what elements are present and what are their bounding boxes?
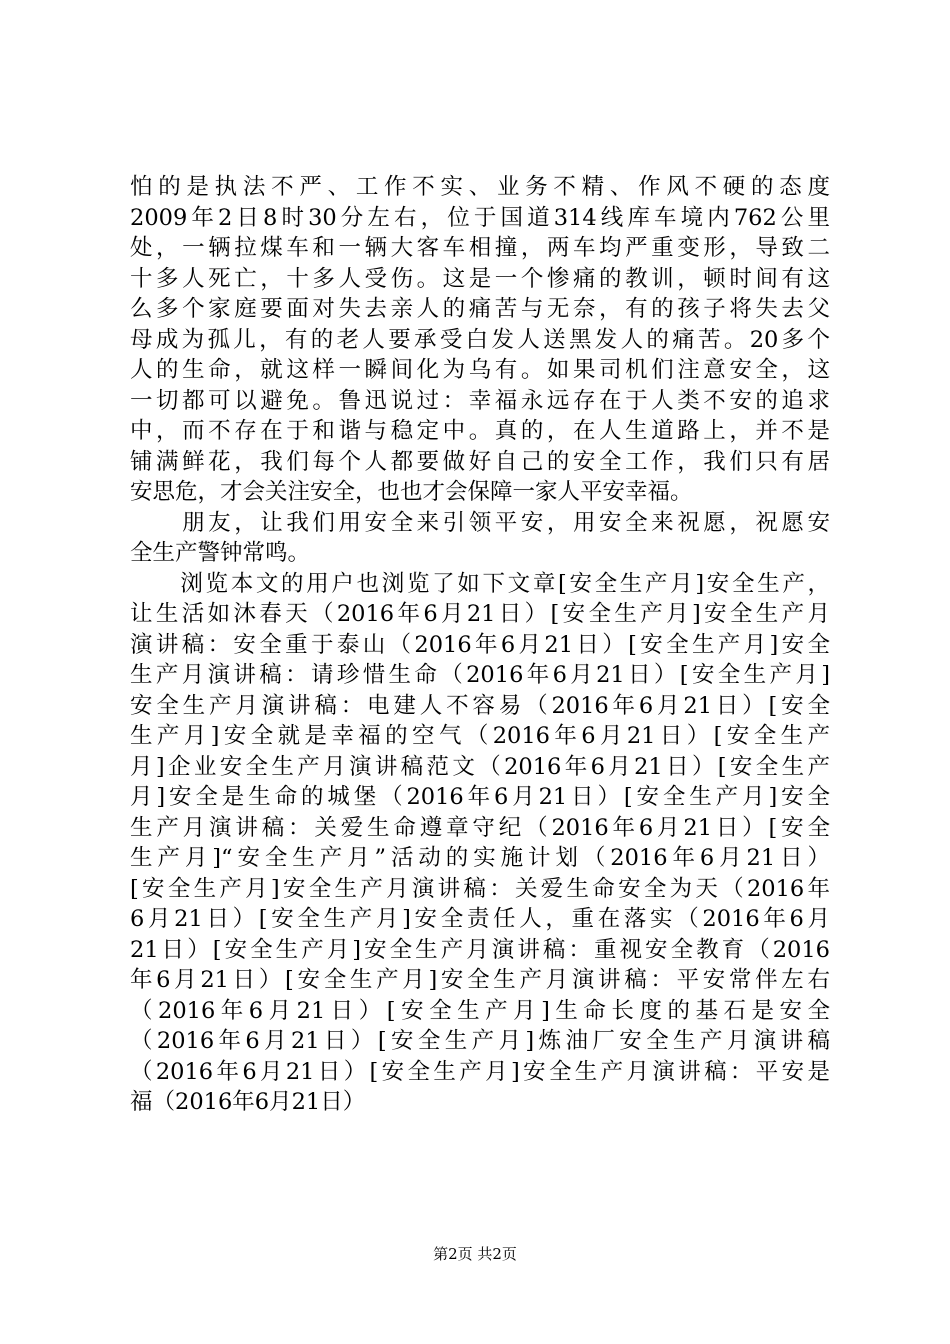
text-line: 月]企业安全生产月演讲稿范文（2016年6月21日）[安全生产 (130, 753, 830, 780)
text-line: 让生活如沐春天（2016年6月21日）[安全生产月]安全生产月 (130, 601, 830, 627)
text-line: 朋友，让我们用安全来引领平安，用安全来祝愿，祝愿安 (130, 509, 830, 536)
text-line: 福（2016年6月21日） (130, 1089, 366, 1115)
text-line: 十多人死亡，十多人受伤。这是一个惨痛的教训，顿时间有这 (130, 265, 830, 292)
text-line: 生产月]安全就是幸福的空气（2016年6月21日）[安全生产 (130, 723, 830, 749)
paragraph (130, 508, 830, 569)
text-line: （2016年6月21日）[安全生产月]炼油厂安全生产月演讲稿 (130, 1028, 830, 1054)
text-line: 生产月]“安全生产月”活动的实施计划（2016年6月21日） (130, 845, 830, 871)
text-line: 么多个家庭要面对失去亲人的痛苦与无奈，有的孩子将失去父 (130, 296, 830, 322)
text-line: （2016年6月21日）[安全生产月]安全生产月演讲稿：平安是 (130, 1058, 830, 1085)
text-line: 铺满鲜花，我们每个人都要做好自己的安全工作，我们只有居 (130, 448, 830, 475)
page-footer: 第2页 共2页 (433, 1245, 517, 1263)
text-line: 安思危，才会关注安全，也也才会保障一家人平安幸福。 (130, 479, 693, 505)
text-line: 生产月演讲稿：关爱生命遵章守纪（2016年6月21日）[安全 (130, 814, 830, 841)
text-line: 6月21日）[安全生产月]安全责任人，重在落实（2016年6月 (130, 906, 830, 932)
text-line: 生产月演讲稿：请珍惜生命（2016年6月21日）[安全生产月] (130, 662, 830, 688)
document-body (130, 172, 830, 1118)
text-line: [安全生产月]安全生产月演讲稿：关爱生命安全为天（2016年 (130, 875, 830, 902)
text-line: 母成为孤儿，有的老人要承受白发人送黑发人的痛苦。20多个 (130, 326, 830, 353)
text-line: 人的生命，就这样一瞬间化为乌有。如果司机们注意安全，这 (130, 357, 830, 383)
text-line: 演讲稿：安全重于泰山（2016年6月21日）[安全生产月]安全 (130, 631, 830, 658)
paragraph (130, 172, 830, 508)
text-line: 21日）[安全生产月]安全生产月演讲稿：重视安全教育（2016 (130, 936, 830, 963)
text-line: 一切都可以避免。鲁迅说过：幸福永远存在于人类不安的追求 (130, 387, 830, 414)
text-line: 全生产警钟常鸣。 (130, 540, 311, 566)
text-line: 浏览本文的用户也浏览了如下文章[安全生产月]安全生产， (130, 570, 830, 597)
text-line: 怕的是执法不严、工作不实、业务不精、作风不硬的态度 (130, 174, 830, 200)
text-line: 处，一辆拉煤车和一辆大客车相撞，两车均严重变形，导致二 (130, 235, 830, 261)
text-line: （2016年6月21日）[安全生产月]生命长度的基石是安全 (130, 997, 830, 1024)
text-line: 中，而不存在于和谐与稳定中。真的，在人生道路上，并不是 (130, 418, 830, 444)
text-line: 2009年2日8时30分左右，位于国道314线库车境内762公里 (130, 204, 830, 231)
text-line: 年6月21日）[安全生产月]安全生产月演讲稿：平安常伴左右 (130, 967, 830, 993)
text-line: 月]安全是生命的城堡（2016年6月21日）[安全生产月]安全 (130, 784, 830, 810)
paragraph (130, 569, 830, 1118)
text-line: 安全生产月演讲稿：电建人不容易（2016年6月21日）[安全 (130, 692, 830, 719)
